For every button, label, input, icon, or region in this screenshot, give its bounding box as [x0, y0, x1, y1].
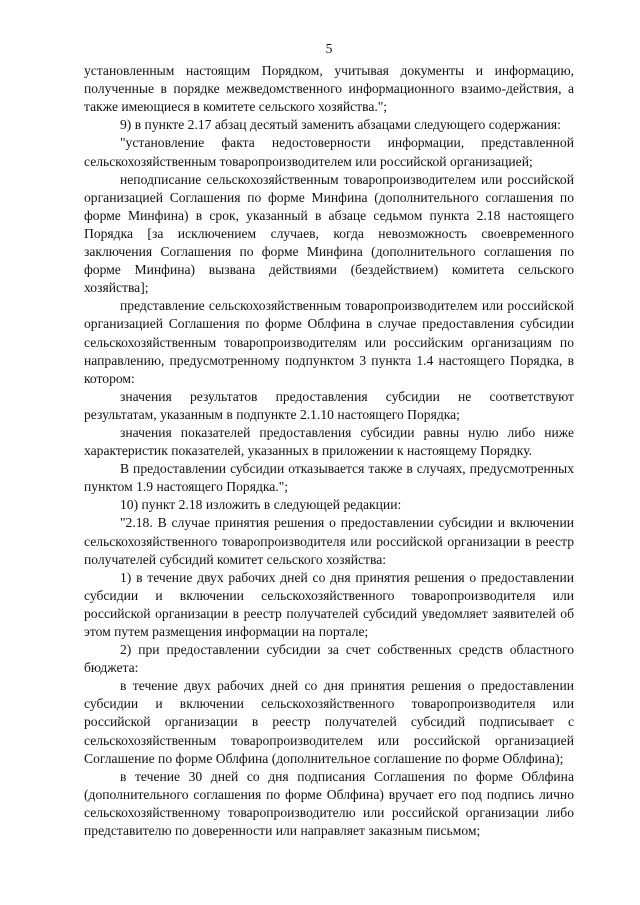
paragraph: В предоставлении субсидии отказывается также в случаях, предусмотренных пунктом 1.9 настоящего Порядка.";	[84, 461, 574, 495]
paragraph: "установление факта недостоверности информации, представленной сельскохозяйственным товаропроизводителем или российской организацией;	[84, 135, 574, 169]
paragraph: в течение двух рабочих дней со дня принятия решения о предоставлении субсидии и включении сельскохозяйственного товаропроизводителя или российской организации в реестр получателей субсидий подписывает с сельскохозяйственным товаропроизводителем или российской организацией Соглашение по форме Облфина (дополнительное соглашение по форме Облфина);	[84, 678, 574, 766]
paragraph: установленным настоящим Порядком, учитывая документы и информацию, полученные в порядке межведомственного информационного взаимо-действия, а также имеющиеся в комитете сельского хозяйства.";	[84, 63, 574, 115]
paragraph: значения показателей предоставления субсидии равны нулю либо ниже характеристик показателей, указанных в приложении к настоящему Порядку.	[84, 424, 574, 459]
document-body	[84, 62, 574, 840]
paragraph: представление сельскохозяйственным товаропроизводителем или российской организацией Соглашения по форме Облфина в случае предоставления субсидии сельскохозяйственным товаропроизводителям или российским организациям по направлению, предусмотренному подпунктом 3 пункта 1.4 настоящего Порядка, в котором:	[84, 298, 574, 386]
paragraph: 10) пункт 2.18 изложить в следующей редакции:	[120, 497, 402, 513]
page-number: 5	[325, 41, 333, 56]
paragraph: неподписание сельскохозяйственным товаропроизводителем или российской организацией Соглашения по форме Минфина (дополнительного соглашения по форме Минфина) в срок, указанный в абзаце седьмом пункта 2.18 настоящего Порядка [за исключением случаев, когда невозможность своевременного заключения Соглашения по форме Минфина (дополнительного соглашения по форме Минфина) вызвана действиями (бездействием) комитета сельского хозяйства];	[84, 171, 574, 296]
paragraph: 9) в пункте 2.17 абзац десятый заменить абзацами следующего содержания:	[120, 117, 561, 133]
paragraph: "2.18. В случае принятия решения о предоставлении субсидии и включении сельскохозяйственного товаропроизводителя или российской организации в реестр получателей субсидий комитет сельского хозяйства:	[84, 515, 574, 567]
paragraph: значения результатов предоставления субсидии не соответствуют результатам, указанным в подпункте 2.1.10 настоящего Порядка;	[84, 388, 574, 422]
document-page	[84, 40, 574, 840]
paragraph: 2) при предоставлении субсидии за счет собственных средств областного бюджета:	[84, 642, 574, 676]
paragraph: в течение 30 дней со дня подписания Соглашения по форме Облфина (дополнительного соглашения по форме Облфина) вручает его под подпись лично сельскохозяйственному товаропроизводителю или российской организации либо представителю по доверенности или направляет заказным письмом;	[84, 768, 574, 839]
paragraph: 1) в течение двух рабочих дней со дня принятия решения о предоставлении субсидии и включении сельскохозяйственного товаропроизводителя или российской организации в реестр получателей субсидий уведомляет заявителей об этом путем размещения информации на портале;	[84, 569, 574, 639]
